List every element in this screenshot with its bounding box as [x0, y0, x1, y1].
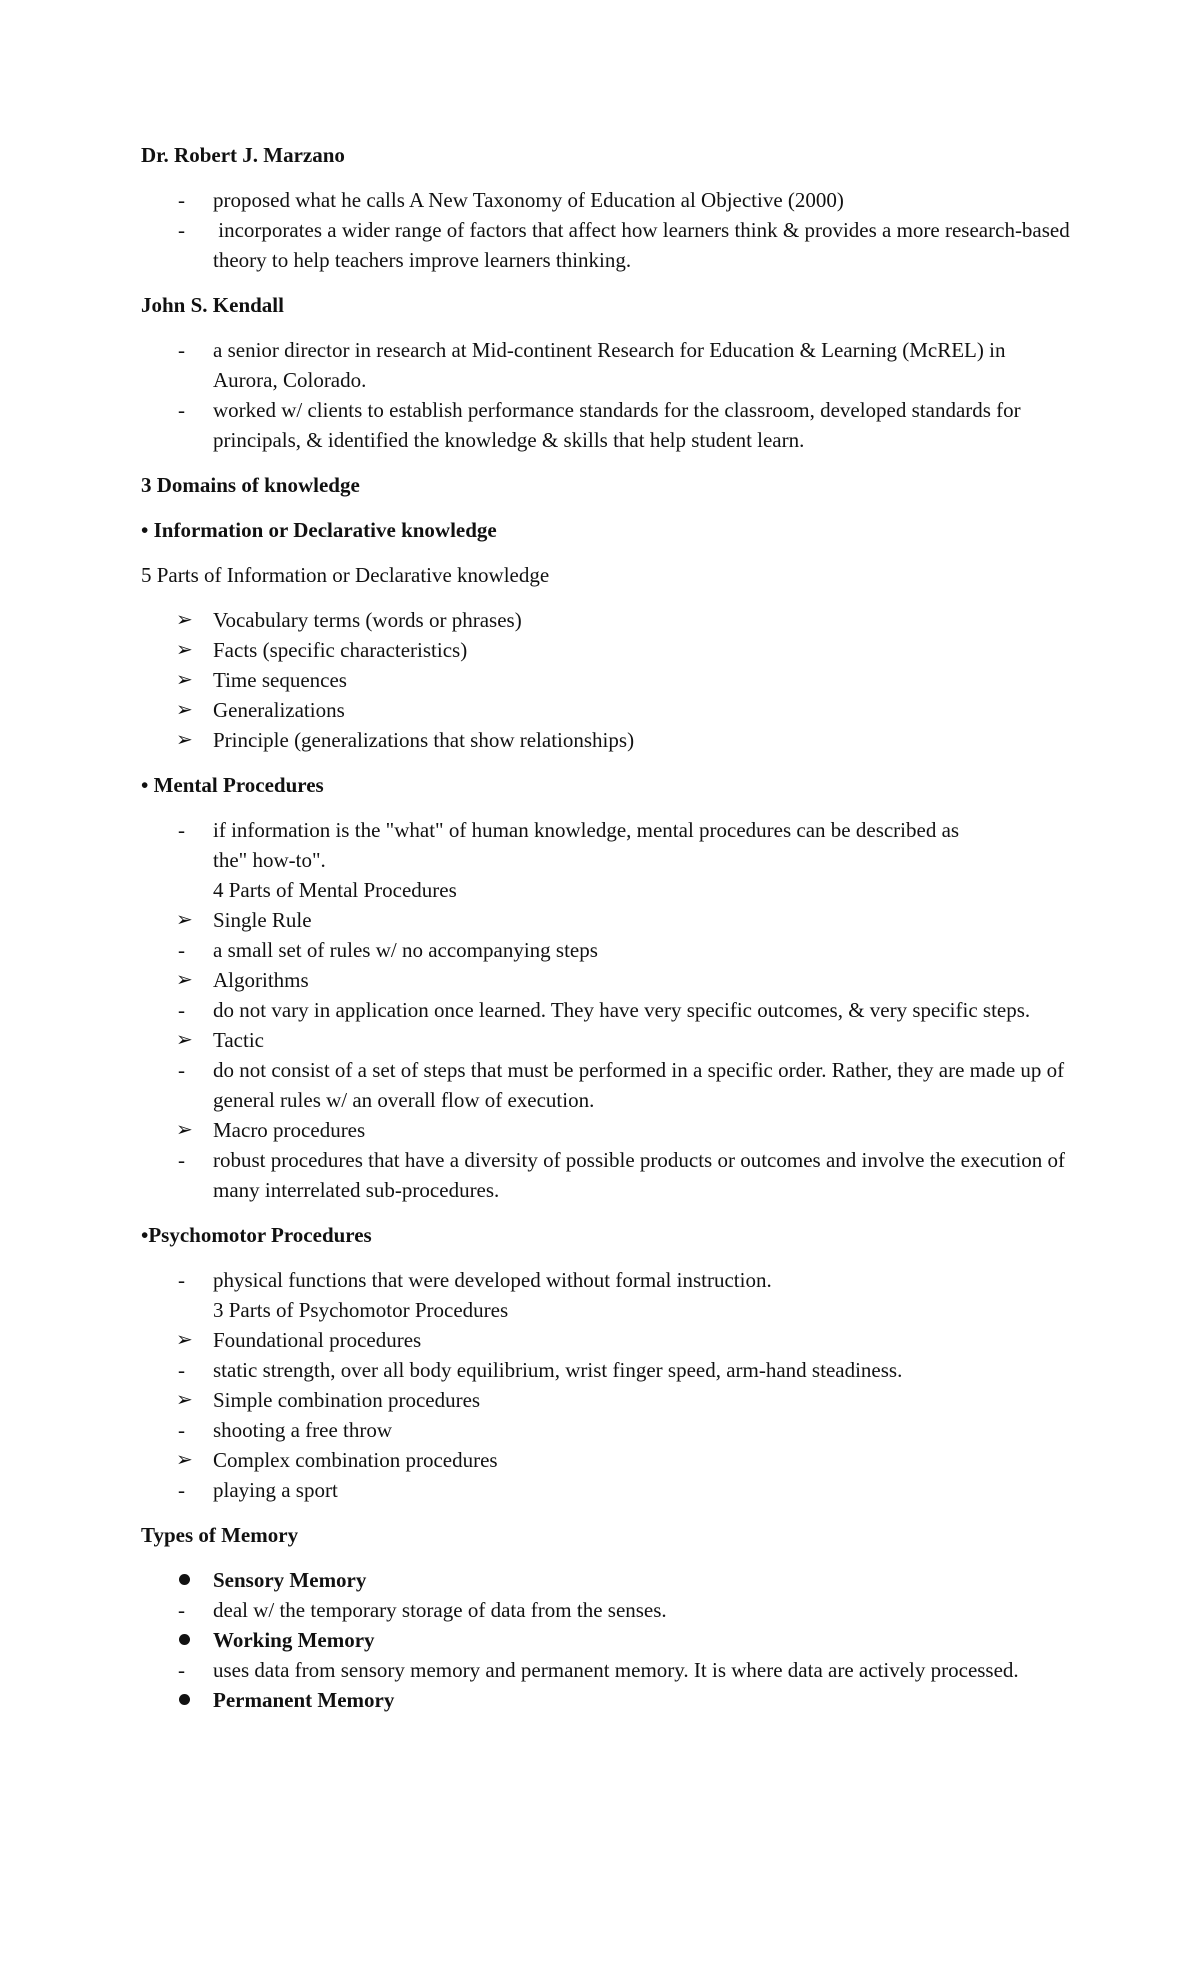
list-item — [141, 905, 1071, 935]
list-item-text: robust procedures that have a diversity of possible products or outcomes and involve the execution of many interrelated sub-procedures. — [213, 1148, 1066, 1202]
list-item — [141, 665, 1071, 695]
list-item — [141, 965, 1071, 995]
list-item-text: Single Rule — [213, 908, 312, 932]
dash-marker: - — [178, 1418, 185, 1442]
arrow-bullet-icon: ➢ — [176, 1029, 193, 1051]
heading-declarative: • Information or Declarative knowledge — [141, 518, 497, 542]
arrow-bullet-icon: ➢ — [176, 609, 193, 631]
dash-marker: - — [178, 188, 185, 212]
list-item-text: playing a sport — [213, 1478, 338, 1502]
dash-marker: - — [178, 1658, 185, 1682]
dash-marker: - — [178, 1358, 185, 1382]
arrow-bullet-icon: ➢ — [176, 669, 193, 691]
list-item — [141, 1595, 1071, 1625]
subheading-declarative: 5 Parts of Information or Declarative knowledge — [141, 563, 550, 587]
list-item-text: static strength, over all body equilibrium, wrist finger speed, arm-hand steadiness. — [213, 1358, 903, 1382]
marzano-list — [141, 185, 1075, 275]
list-item — [141, 1145, 1071, 1205]
arrow-bullet-icon: ➢ — [176, 699, 193, 721]
list-item-text: Foundational procedures — [213, 1328, 422, 1352]
list-item — [141, 185, 1071, 215]
list-item — [141, 695, 1071, 725]
arrow-bullet-icon: ➢ — [176, 969, 193, 991]
arrow-bullet-icon: ➢ — [176, 1329, 193, 1351]
heading-psychomotor: •Psychomotor Procedures — [141, 1223, 372, 1247]
list-item — [141, 1565, 1071, 1595]
dash-marker: - — [178, 398, 185, 422]
subheading-psychomotor: 3 Parts of Psychomotor Procedures — [213, 1298, 509, 1322]
arrow-bullet-icon: ➢ — [176, 909, 193, 931]
list-item-text: a small set of rules w/ no accompanying steps — [213, 938, 598, 962]
list-item — [141, 1625, 1071, 1655]
list-item-text: Permanent Memory — [213, 1688, 395, 1712]
declarative-list — [141, 605, 1071, 755]
heading-kendall: John S. Kendall — [141, 293, 284, 317]
dash-marker: - — [178, 338, 185, 362]
dash-marker: - — [178, 818, 185, 842]
list-item-text: physical functions that were developed without formal instruction. — [213, 1268, 772, 1292]
list-item-text: Macro procedures — [213, 1118, 366, 1142]
arrow-bullet-icon: ➢ — [176, 729, 193, 751]
list-item — [141, 1445, 1071, 1475]
mental-list — [141, 815, 1071, 1205]
list-item-text: shooting a free throw — [213, 1418, 393, 1442]
list-item — [141, 725, 1071, 755]
psychomotor-list — [141, 1265, 1071, 1505]
list-item — [141, 335, 1071, 395]
list-item-text: worked w/ clients to establish performance standards for the classroom, developed standards for principals, & identified the knowledge & skills that help student learn. — [213, 398, 1021, 452]
bullet-dot-icon — [179, 1694, 190, 1705]
list-item — [141, 815, 1071, 845]
list-item-text: Principle (generalizations that show relationships) — [213, 728, 635, 752]
list-item-text: Facts (specific characteristics) — [213, 638, 468, 662]
dash-marker: - — [178, 1148, 185, 1172]
list-item-text: Algorithms — [213, 968, 309, 992]
dash-marker: - — [178, 1598, 185, 1622]
list-item — [141, 1265, 1071, 1295]
list-item-text: Time sequences — [213, 668, 347, 692]
heading-marzano: Dr. Robert J. Marzano — [141, 143, 345, 167]
heading-mental: • Mental Procedures — [141, 773, 324, 797]
list-item — [141, 1025, 1071, 1055]
list-item-text: Complex combination procedures — [213, 1448, 498, 1472]
dash-marker: - — [178, 1478, 185, 1502]
kendall-list — [141, 335, 1071, 455]
list-item-text: Sensory Memory — [213, 1568, 367, 1592]
list-item-text: a senior director in research at Mid-continent Research for Education & Learning (McREL) in Aurora, Colorado. — [213, 338, 1006, 392]
list-item — [141, 1685, 1071, 1715]
list-item — [141, 935, 1071, 965]
list-item-text: incorporates a wider range of factors that affect how learners think & provides a more research-based theory to help teachers improve learners thinking. — [213, 218, 1075, 272]
list-item — [141, 1655, 1071, 1685]
list-item — [141, 1355, 1071, 1385]
list-item — [141, 635, 1071, 665]
list-item — [141, 1385, 1071, 1415]
list-item-text: do not vary in application once learned. They have very specific outcomes, & very specific steps. — [213, 998, 1031, 1022]
list-item-text: deal w/ the temporary storage of data from the senses. — [213, 1598, 667, 1622]
list-item-text: Vocabulary terms (words or phrases) — [213, 608, 522, 632]
list-item-text: Working Memory — [213, 1628, 375, 1652]
list-item — [141, 215, 1075, 275]
list-item-text: Tactic — [213, 1028, 264, 1052]
list-item — [141, 605, 1071, 635]
arrow-bullet-icon: ➢ — [176, 1119, 193, 1141]
heading-domains: 3 Domains of knowledge — [141, 473, 360, 497]
heading-memory: Types of Memory — [141, 1523, 299, 1547]
list-item — [141, 1475, 1071, 1505]
list-item-text: do not consist of a set of steps that must be performed in a specific order. Rather, they are made up of general rules w/ an overall flow of execution. — [213, 1058, 1065, 1112]
arrow-bullet-icon: ➢ — [176, 1449, 193, 1471]
bullet-dot-icon — [179, 1574, 190, 1585]
dash-marker: - — [178, 1268, 185, 1292]
list-item-continuation: the" how-to". — [213, 848, 326, 872]
subheading-mental: 4 Parts of Mental Procedures — [213, 878, 457, 902]
list-item-text: if information is the "what" of human knowledge, mental procedures can be described as — [213, 818, 960, 842]
list-item — [141, 995, 1071, 1025]
arrow-bullet-icon: ➢ — [176, 1389, 193, 1411]
dash-marker: - — [178, 998, 185, 1022]
list-item — [141, 1115, 1071, 1145]
list-item — [141, 1415, 1071, 1445]
memory-list — [141, 1565, 1071, 1715]
list-item-text: uses data from sensory memory and permanent memory. It is where data are actively processed. — [213, 1658, 1019, 1682]
list-item — [141, 1325, 1071, 1355]
list-item — [141, 1055, 1071, 1115]
bullet-dot-icon — [179, 1634, 190, 1645]
dash-marker: - — [178, 218, 185, 242]
list-item — [141, 395, 1071, 455]
list-item-text: Simple combination procedures — [213, 1388, 481, 1412]
list-item-text: Generalizations — [213, 698, 345, 722]
list-item-text: proposed what he calls A New Taxonomy of Education al Objective (2000) — [213, 188, 844, 212]
dash-marker: - — [178, 1058, 185, 1082]
arrow-bullet-icon: ➢ — [176, 639, 193, 661]
dash-marker: - — [178, 938, 185, 962]
document-content — [141, 140, 1075, 1715]
